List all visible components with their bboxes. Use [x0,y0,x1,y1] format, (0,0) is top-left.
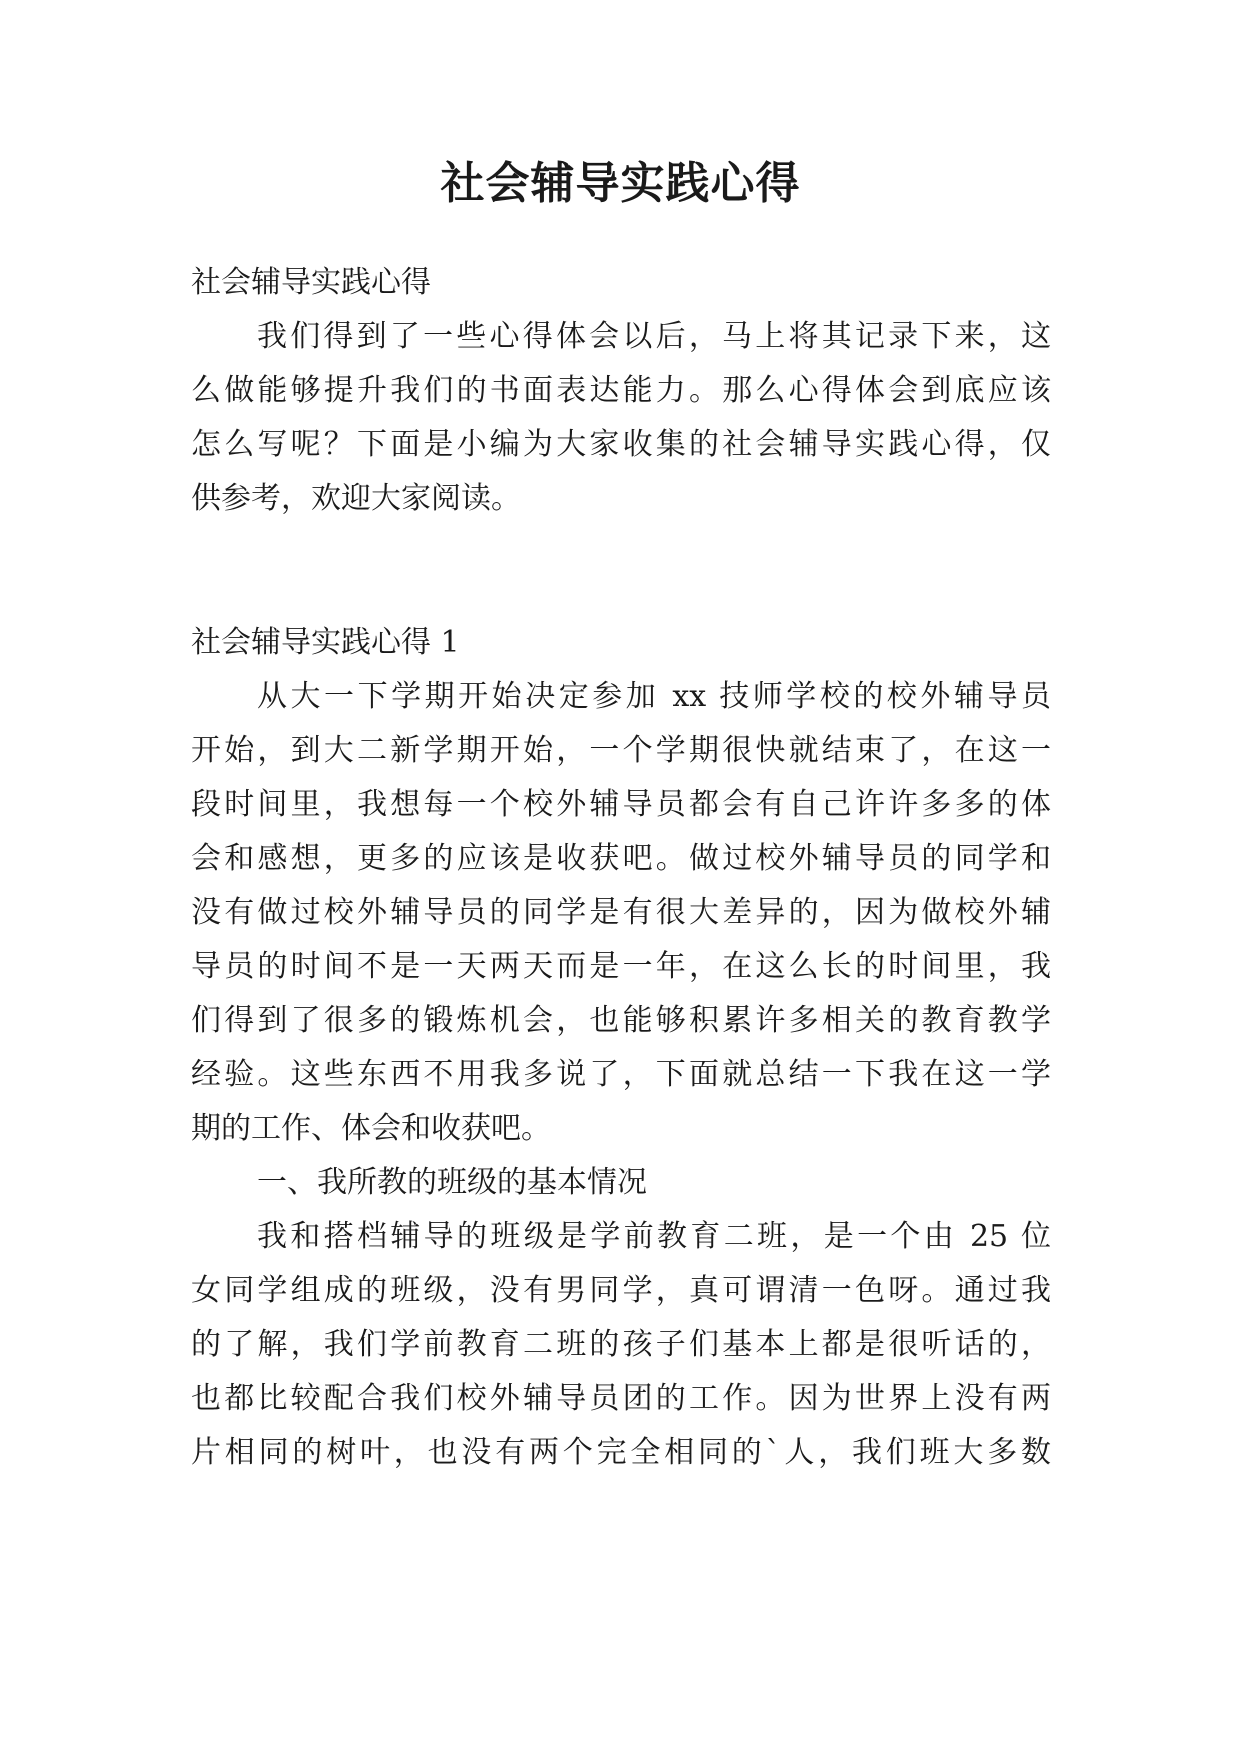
section-1-block [191,616,1051,1480]
intro-block [191,256,1051,526]
paragraph-line: 经验。这些东西不用我多说了，下面就总结一下我在这一学 [191,1057,1051,1092]
paragraph-line: 怎么写呢？下面是小编为大家收集的社会辅导实践心得，仅 [191,427,1051,462]
paragraph-line: 的了解，我们学前教育二班的孩子们基本上都是很听话的， [191,1327,1051,1362]
paragraph-line: 么做能够提升我们的书面表达能力。那么心得体会到底应该 [191,373,1051,408]
paragraph-line: 导员的时间不是一天两天而是一年，在这么长的时间里，我 [191,949,1051,984]
paragraph-line: 也都比较配合我们校外辅导员团的工作。因为世界上没有两 [191,1381,1051,1416]
paragraph-line: 期的工作、体会和收获吧。 [191,1111,551,1146]
paragraph-line: 女同学组成的班级，没有男同学，真可谓清一色呀。通过我 [191,1273,1051,1308]
section-heading: 社会辅导实践心得 1 [191,625,460,660]
paragraph-line: 开始，到大二新学期开始，一个学期很快就结束了，在这一 [191,733,1051,768]
paragraph-line: 从大一下学期开始决定参加 xx 技师学校的校外辅导员 [257,679,1051,714]
document-title: 社会辅导实践心得 [440,158,801,209]
paragraph-line: 没有做过校外辅导员的同学是有很大差异的，因为做校外辅 [191,895,1051,930]
paragraph-line: 供参考，欢迎大家阅读。 [191,481,521,516]
paragraph-line: 我和搭档辅导的班级是学前教育二班，是一个由 25 位 [257,1219,1051,1254]
paragraph-line: 段时间里，我想每一个校外辅导员都会有自己许许多多的体 [191,787,1051,822]
intro-heading: 社会辅导实践心得 [191,265,431,300]
paragraph-line: 会和感想，更多的应该是收获吧。做过校外辅导员的同学和 [191,841,1051,876]
paragraph-line: 们得到了很多的锻炼机会，也能够积累许多相关的教育教学 [191,1003,1051,1038]
paragraph-line: 我们得到了一些心得体会以后，马上将其记录下来，这 [257,319,1051,354]
subheading: 一、我所教的班级的基本情况 [257,1165,647,1200]
paragraph-line: 片相同的树叶，也没有两个完全相同的`人，我们班大多数 [191,1435,1051,1470]
